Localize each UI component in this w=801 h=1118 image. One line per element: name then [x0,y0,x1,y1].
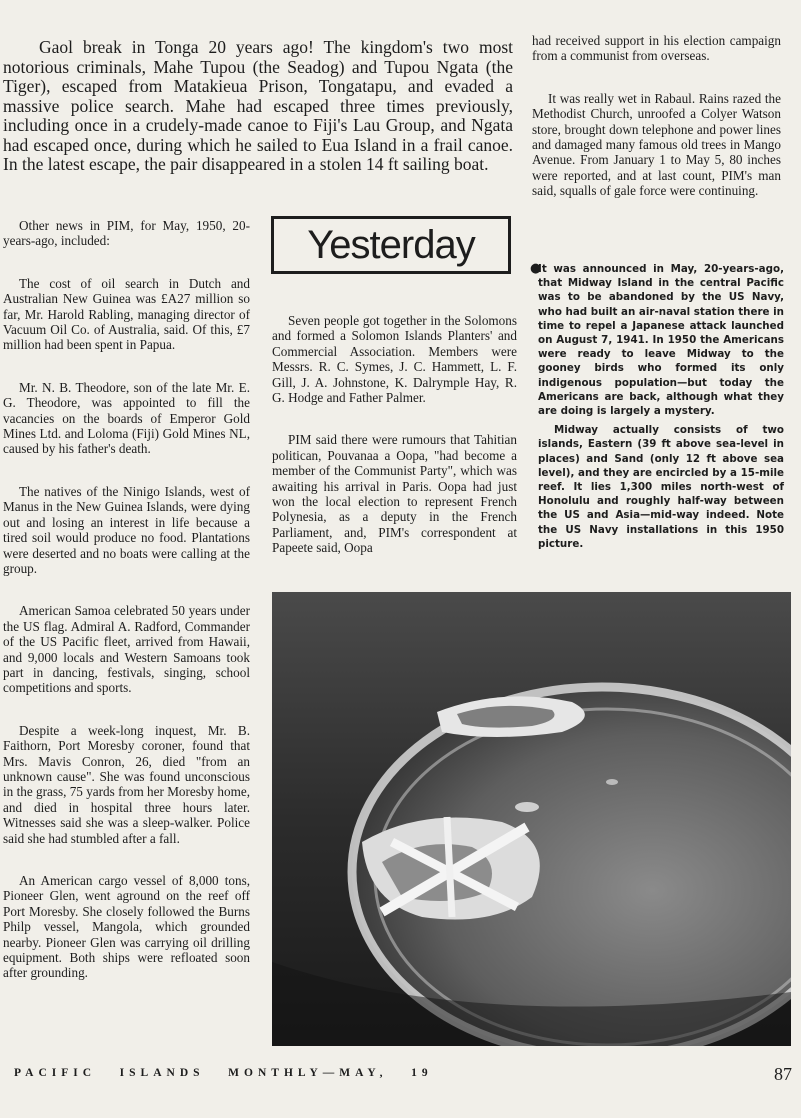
photo-caption [530,261,784,556]
caption-paragraph: It was announced in May, 20-years-ago, that Midway Island in the central Pacific was to be abandoned by the US Navy, who had built an air-naval station there in time to repel a Japanese attack launched on August 7, 1941. In 1950 the Americans were ready to leave Midway to the gooney birds who formed its only indigenous population—but today the Americans are back, although what they are doing is largely a mystery. [538,263,784,418]
article-paragraph: PIM said there were rumours that Tahitian politican, Pouvanaa a Oopa, "had become a member of the Communist Party", which was awaiting his arrival in Paris. Oopa had just won the local election to represent French Polynesia, as a deputy in the French Parliament, and, PIM's correspondent at Papeete said, Oopa [272,432,517,556]
lead-paragraph: Gaol break in Tonga 20 years ago! The kingdom's two most notorious criminals, Mahe Tupou (the Seadog) and Tupou Ngata (the Tiger), escaped from Matakieua Prison, Tongatapu, and evaded a massive police search. Mahe had escaped three times previously, including once in a crudely-made canoe to Fiji's Lau Group, and Ngata had escaped once, during which he sailed to Eua Island in a frail canoe. In the latest escape, the pair disappeared in a stolen 14 ft sailing boat. [3,37,513,174]
page-number: 87 [774,1064,792,1084]
article-paragraph: An American cargo vessel of 8,000 tons, Pioneer Glen, went aground on the reef off Port Moresby. She closely followed the Burns Philp vessel, Mangola, which grounded nearby. Pioneer Glen was carrying oil drilling equipment. Both ships were refloated soon after grounding. [3,873,250,981]
article-paragraph: Despite a week-long inquest, Mr. B. Faithorn, Port Moresby coroner, found that Mrs. Mavis Conron, 26, died "from an unknown cause". She was found unconscious in the grass, 75 yards from her Moresby home, and died in hospital three hours later. Witnesses said she was a sleep-walker. Police said she had stumbled after a fall. [3,722,250,846]
publication-name: PACIFIC ISLANDS MONTHLY—MAY, 19 [14,1067,433,1079]
page-footer [14,1064,792,1084]
article-paragraph: Mr. N. B. Theodore, son of the late Mr. E. G. Theodore, was appointed to fill the vacancies on the boards of Emperor Gold Mines Ltd. and Loloma (Fiji) Gold Mines NL, caused by his father's death. [3,379,250,457]
bullet-icon: ● [530,261,542,276]
middle-column [272,313,517,583]
article-paragraph: It was really wet in Rabaul. Rains razed the Methodist Church, unroofed a Colyer Watson store, brought down telephone and power lines and damaged many famous old trees in Mango Avenue. From January 1 to May 5, 80 inches were reported, and at last count, PIM's man said, squalls of gale force were continuing. [532,90,781,199]
article-paragraph: Seven people got together in the Solomons and formed a Solomon Islands Planters' and Commercial Association. Members were Messrs. R. C. Symes, J. C. Hammett, L. F. Gill, J. A. Johnstone, K. Dalrymple Hay, R. G. Hodge and Father Palmer. [272,313,517,406]
intro-paragraph: Other news in PIM, for May, 1950, 20-years-ago, included: [3,218,250,249]
caption-paragraph: Midway actually consists of two islands, Eastern (39 ft above sea-level in places) and Sand (only 12 ft above sea level), and they are encircled by a 15-mile reef. It lies 1,300 miles north-west of Honolulu and roughly half-way between the US and Asia—mid-way indeed. Note the US Navy installations in this 1950 picture. [538,424,784,550]
yesterday-masthead: Yesterday [271,216,511,274]
article-paragraph: The cost of oil search in Dutch and Australian New Guinea was £A27 million so far, Mr. Harold Rabling, managing director of Vacuum Oil Co. of Australia, said. Of this, £7 million had been spent in Papua. [3,275,250,353]
midway-island-photo [272,592,791,1046]
article-paragraph: had received support in his election campaign from a communist from overseas. [532,33,781,64]
article-paragraph: The natives of the Ninigo Islands, west of Manus in the New Guinea Islands, were dying out and losing an interest in life because a tired soil would produce no food. Plantations were deserted and no boats were calling at the group. [3,483,250,576]
left-column [3,218,250,1008]
article-paragraph: American Samoa celebrated 50 years under the US flag. Admiral A. Radford, Commander of the US Pacific fleet, arrived from Hawaii, and 9,000 locals and Western Samoans took part in dancing, festivals, singing, school competitions and sports. [3,603,250,696]
aerial-photo-illustration [272,592,791,1046]
right-column [532,33,781,226]
